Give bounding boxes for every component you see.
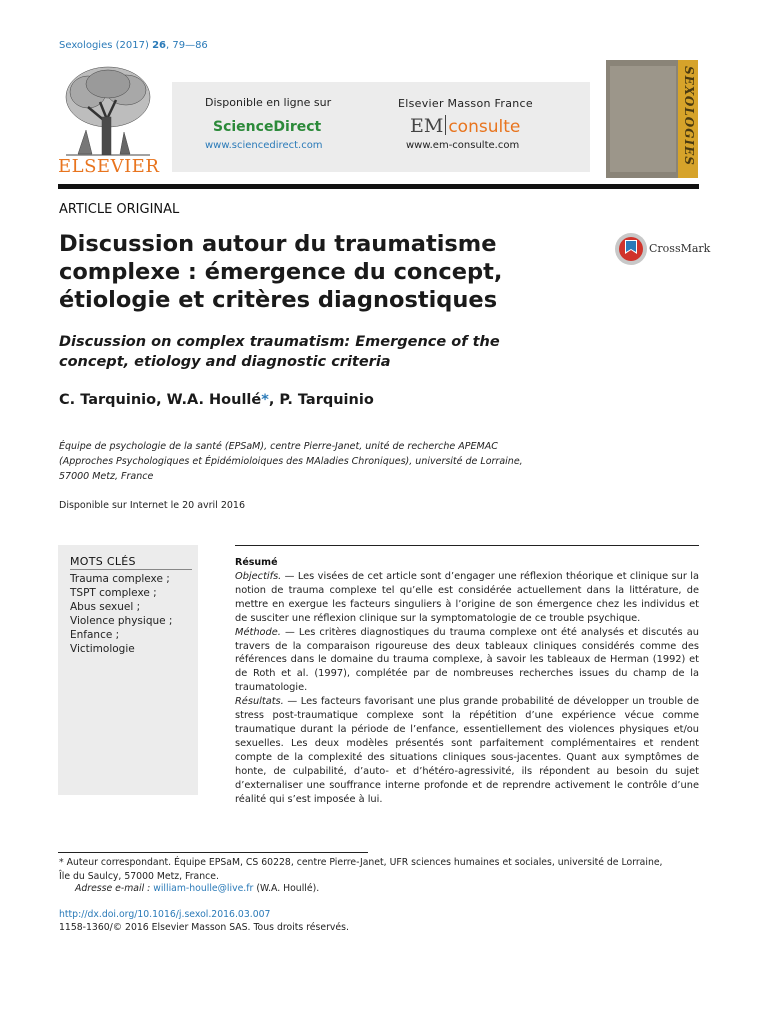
- abstract-section-label: Résultats.: [235, 696, 284, 708]
- abstract-section-text: — Les critères diagnostiques du trauma complexe ont été analysés et discutés au travers de la comparaison rigoureuse des deux tableaux cliniques considérés comme des références dans le domaine du trauma complexe, à savoir les tableaux de Herman (1992) et de Roth et al. (1997), complétée par de nombreuses recherches issues du champ de la traumatologie.: [235, 626, 699, 694]
- keyword-item: Abus sexuel ;: [70, 601, 141, 613]
- author-name: C. Tarquinio: [59, 392, 157, 408]
- journal-cover-image: [610, 66, 676, 172]
- email-note: [75, 883, 319, 894]
- author-list: C. Tarquinio, W.A. Houllé*, P. Tarquinio: [59, 392, 374, 408]
- title-line: complexe : émergence du concept,: [59, 259, 503, 285]
- title-line: Discussion autour du traumatisme: [59, 231, 497, 257]
- copyright: 1158-1360/© 2016 Elsevier Masson SAS. Tous droits réservés.: [59, 922, 349, 933]
- em-consulte-em: EM: [410, 115, 444, 137]
- em-consulte-separator: [445, 115, 446, 135]
- article-type: ARTICLE ORIGINAL: [59, 202, 180, 217]
- affiliation-line: (Approches Psychologiques et Épidémioloiques des MAladies Chroniques), université de Lorraine,: [59, 456, 523, 467]
- abstract-section-text: — Les facteurs favorisant une plus grande probabilité de développer un trouble de stress post-traumatique complexe sont la répétition d’une expérience vécue comme traumatique durant la période de l’enfance, essentiellement des violences physiques et/ou sexuelles. Les deux modèles présentés sont parfaitement complémentaires et rendent compte de la complexité des situations cliniques sous-jacentes. Quant aux symptômes de honte, de culpabilité, d’auto- et d’hétéro-agressivité, ils répondent au besoin du sujet d’externaliser une souffrance interne profonde et de reprendre activement le contrôle d’une réalité qui s’est imposée à lui.: [235, 696, 699, 805]
- corresponding-author-note: [59, 856, 699, 883]
- abstract-objectifs: [235, 570, 699, 626]
- keyword-item: Enfance ;: [70, 629, 120, 641]
- abstract-resultats: [235, 695, 699, 806]
- affiliation: [59, 439, 559, 484]
- header-rule: [58, 184, 699, 189]
- em-consulte-caption: Elsevier Masson France: [398, 97, 533, 110]
- abstract-body: [235, 570, 699, 806]
- keyword-item: TSPT complexe ;: [70, 587, 157, 599]
- abstract-section-text: — Les visées de cet article sont d’engager une réflexion théorique et clinique sur la notion de trauma complexe tel qu’elle est considérée actuellement dans la littérature, de mettre en exergue les facteurs singuliers à l’origine de son émergence chez les individus et de susciter une réflexion clinique sur la symptomatologie de ce trouble psychique.: [235, 571, 699, 624]
- subtitle-line: concept, etiology and diagnostic criteria: [59, 354, 391, 370]
- em-consulte-consulte: consulte: [448, 117, 521, 137]
- keyword-item: Trauma complexe ;: [70, 573, 170, 585]
- online-date: Disponible sur Internet le 20 avril 2016: [59, 500, 246, 511]
- elsevier-wordmark: ELSEVIER: [58, 156, 160, 177]
- author-name: P. Tarquinio: [279, 392, 374, 408]
- em-consulte-link[interactable]: www.em-consulte.com: [406, 140, 520, 151]
- abstract-methode: [235, 626, 699, 696]
- citation: [59, 40, 208, 51]
- article-title: [59, 230, 579, 314]
- sciencedirect-caption: Disponible en ligne sur: [205, 96, 332, 109]
- abstract-heading: Résumé: [235, 557, 278, 568]
- sciencedirect-logo[interactable]: ScienceDirect: [213, 119, 322, 135]
- sciencedirect-link[interactable]: www.sciencedirect.com: [205, 140, 323, 151]
- subtitle-line: Discussion on complex traumatism: Emergence of the: [59, 334, 500, 350]
- affiliation-line: 57000 Metz, France: [59, 471, 154, 482]
- abstract-section-label: Objectifs.: [235, 571, 282, 582]
- journal-cover-title: SEXOLOGIES: [682, 66, 696, 166]
- keyword-item: Violence physique ;: [70, 615, 173, 627]
- doi-link[interactable]: http://dx.doi.org/10.1016/j.sexol.2016.03.007: [59, 909, 271, 920]
- citation-pages: , 79—86: [165, 40, 208, 51]
- keyword-item: Victimologie: [70, 643, 135, 655]
- footnote-line: Île du Saulcy, 57000 Metz, France.: [59, 870, 219, 882]
- email-owner: (W.A. Houllé).: [253, 883, 320, 894]
- keywords-rule: [70, 569, 192, 570]
- email-link[interactable]: william-houlle@live.fr: [153, 883, 254, 894]
- title-line: étiologie et critères diagnostiques: [59, 287, 498, 313]
- abstract-section-label: Méthode.: [235, 626, 281, 638]
- crossmark-label[interactable]: CrossMark: [649, 242, 711, 255]
- article-subtitle-en: [59, 332, 579, 372]
- citation-journal: Sexologies (2017): [59, 40, 149, 51]
- citation-volume: 26: [152, 40, 166, 51]
- abstract-rule: [235, 545, 699, 546]
- footnote-rule: [58, 852, 368, 853]
- corresponding-author-mark[interactable]: *: [261, 392, 269, 408]
- author-name: W.A. Houllé: [166, 392, 262, 408]
- keywords-title: MOTS CLÉS: [70, 555, 136, 568]
- email-label: Adresse e-mail :: [75, 883, 151, 894]
- em-consulte-logo[interactable]: [410, 115, 520, 137]
- journal-cover: [606, 60, 698, 178]
- affiliation-line: Équipe de psychologie de la santé (EPSaM), centre Pierre-Janet, unité de recherche APEMAC: [59, 441, 498, 452]
- footnote-line: * Auteur correspondant. Équipe EPSaM, CS 60228, centre Pierre-Janet, UFR sciences humaines et sociales, université de Lorraine,: [59, 857, 663, 868]
